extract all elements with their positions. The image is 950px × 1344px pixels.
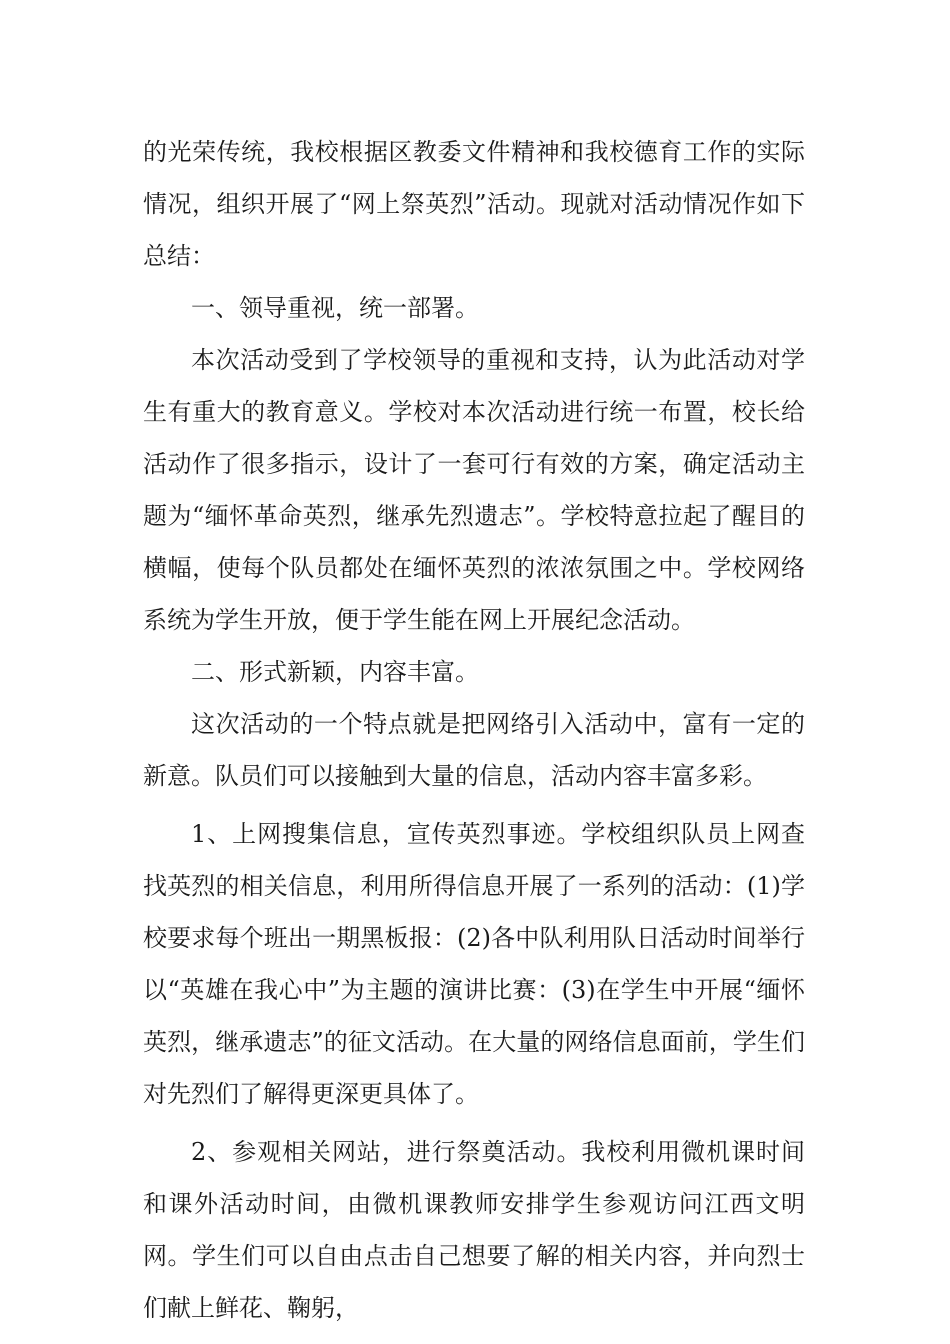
paragraph-leadership: 本次活动受到了学校领导的重视和支持，认为此活动对学生有重大的教育意义。学校对本次活动进行统一布置，校长给活动作了很多指示，设计了一套可行有效的方案，确定活动主题为“缅怀革命英烈，继承先烈遗志”。学校特意拉起了醒目的横幅，使每个队员都处在缅怀英烈的浓浓氛围之中。学校网络系统为学生开放，便于学生能在网上开展纪念活动。	[143, 346, 805, 634]
paragraph-item-two: 2、参观相关网站，进行祭奠活动。我校利用微机课时间和课外活动时间，由微机课教师安排学生参观访问江西文明网。学生们可以自由点击自己想要了解的相关内容，并向烈士们献上鲜花、鞠躬，	[143, 1138, 805, 1322]
heading-section-two: 二、形式新颖，内容丰富。	[191, 658, 479, 686]
paragraph-novel-form: 这次活动的一个特点就是把网络引入活动中，富有一定的新意。队员们可以接触到大量的信息，活动内容丰富多彩。	[143, 710, 805, 790]
paragraph-opening: 的光荣传统，我校根据区教委文件精神和我校德育工作的实际情况，组织开展了“网上祭英烈”活动。现就对活动情况作如下总结：	[143, 138, 805, 270]
heading-section-one: 一、领导重视，统一部署。	[191, 294, 479, 322]
document-body	[143, 126, 805, 1334]
paragraph-item-one: 1、上网搜集信息，宣传英烈事迹。学校组织队员上网查找英烈的相关信息，利用所得信息开展了一系列的活动：(1)学校要求每个班出一期黑板报：(2)各中队利用队日活动时间举行以“英雄在我心中”为主题的演讲比赛：(3)在学生中开展“缅怀英烈，继承遗志”的征文活动。在大量的网络信息面前，学生们对先烈们了解得更深更具体了。	[143, 820, 805, 1108]
